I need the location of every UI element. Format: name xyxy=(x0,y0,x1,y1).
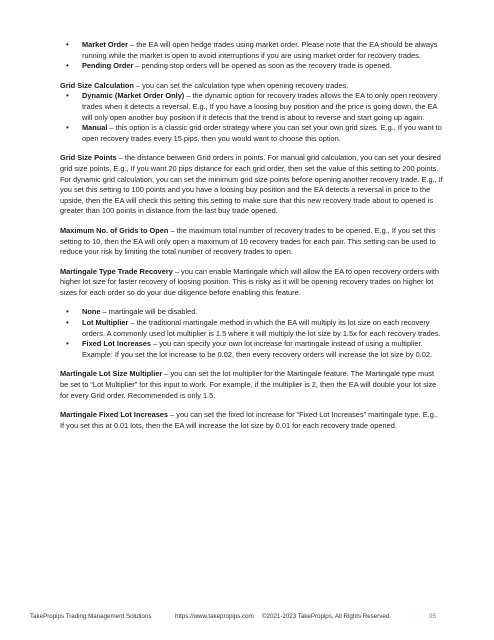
market-order-text: – the EA will open hedge trades using market order. Please note that the EA should be always running while the market is open to avoid interruptions if you are using market order for recovery trades. xyxy=(82,40,438,60)
martingale-fixed-text: – you can set the fixed lot increase for “Fixed Lot Increases” martingale type. E.g., If you set this at 0.01 lots, then the EA will increase the lot size by 0.01 for each recovery trade opened. xyxy=(60,410,438,430)
page-number: 95 xyxy=(429,613,437,620)
pending-order-heading: Pending Order xyxy=(82,61,134,71)
bullet-icon: • xyxy=(66,40,69,49)
bullet-icon: • xyxy=(66,318,69,328)
list-item xyxy=(60,91,444,123)
list-item xyxy=(60,318,444,339)
list-item xyxy=(60,40,444,61)
manual-heading: Manual xyxy=(82,123,108,133)
list-item xyxy=(60,123,444,144)
footer-copyright: ©2021-2023 TakePropips, All Rights Reserved. xyxy=(262,613,391,620)
martingale-type-paragraph xyxy=(60,267,444,299)
max-grids-text: – the maximum total number of recovery trades to be opened. E.g., If you set this setting to 10, then the EA will only open a maximum of 10 recovery trades for each pair. This setting can be used to reduce your risk by limiting the total number of recovery trades to open. xyxy=(60,225,436,257)
martingale-lot-multiplier-heading: Martingale Lot Size Multiplier xyxy=(60,369,163,379)
martingale-lot-multiplier-paragraph xyxy=(60,369,444,401)
fixed-lot-text: – you can specify your own lot increase for martingale instead of using a multiplier. Example: If you set the lot increase to be 0.02, then every recovery orders will increase the lot size by 0.02. xyxy=(82,339,433,359)
bullet-icon: • xyxy=(66,339,69,349)
lot-multiplier-text: – the traditional martingale method in which the EA will multiply its lot size on each recovery orders. A commonly used lot multiplier is 1.5 where it will multiply the lot size by 1.5x for each recovery trades. xyxy=(82,318,441,338)
martingale-type-heading: Martingale Type Trade Recovery xyxy=(60,266,173,276)
grid-size-dynamic-paragraph: For dynamic grid calculation, you can set the minimum grid size points before opening another recovery trade. E.g., If you set this setting to 100 points and you have a loosing buy position and the EA detects a reversal in price to the upside, then the EA will check this setting this setting to make sure that this new recovery trade about to opened is greater than 100 points in distance from the last buy trade opened. xyxy=(60,174,443,216)
bullet-icon: • xyxy=(66,307,69,317)
none-text: – martingale will be disabled. xyxy=(100,307,198,317)
order-type-list xyxy=(60,40,444,72)
list-item xyxy=(60,61,444,72)
grid-size-points-text: – the distance between Grid orders in points. For manual grid calculation, you can set your desired grid size points. E.g., If you want 20 pips distance for each grid order, then set the value of this setting to 200 points. xyxy=(60,153,441,173)
bullet-icon: • xyxy=(66,91,69,101)
list-item xyxy=(60,307,444,318)
grid-calculation-list xyxy=(60,91,444,144)
lot-multiplier-heading: Lot Multiplier xyxy=(82,318,129,328)
martingale-type-list xyxy=(60,307,444,360)
pending-order-text: – pending stop orders will be opened as soon as the recovery trade is opened. xyxy=(133,61,392,71)
market-order-heading: Market Order xyxy=(82,40,129,49)
dynamic-heading: Dynamic (Market Order Only) xyxy=(82,91,185,101)
martingale-type-text: – you can enable Martingale which will allow the EA to open recovery orders with higher lot size for faster recovery of loosing position. This is risky as it will be opening recovery trades on higher lot sizes for each order so do your due diligence before enabling this feature. xyxy=(60,266,440,297)
martingale-fixed-heading: Martingale Fixed Lot Increases xyxy=(60,410,169,420)
grid-size-calculation-text: – you can set the calculation type when opening recovery trades. xyxy=(133,80,349,90)
grid-size-points-paragraph xyxy=(60,153,444,174)
footer-url-link[interactable]: https://www.takepropips.com xyxy=(175,613,254,620)
fixed-lot-heading: Fixed Lot Increases xyxy=(82,339,152,349)
max-grids-paragraph xyxy=(60,226,444,258)
dynamic-text: – the dynamic option for recovery trades allows the EA to only open recovery trades when it detects a reversal. E.g., If you have a loosing buy position and the price is going down, the EA will only open another buy position if it detects that the trend is about to reverse and start going up again. xyxy=(82,91,438,122)
footer-company: TakePropips Trading Management Solutions xyxy=(30,613,152,620)
manual-text: – this option is a classic grid order strategy where you can set your own grid sizes. E.g., If you want to open recovery trades every 15 pips, then you would want to choose this option. xyxy=(82,123,442,143)
bullet-icon: • xyxy=(66,123,69,133)
list-item xyxy=(60,339,444,360)
grid-size-calculation-paragraph xyxy=(60,81,444,92)
martingale-lot-multiplier-text: – you can set the lot multiplier for the Martingale feature. The Martingale type must be set to “Lot Multiplier” for this input to work. For example, if the multiplier is 2, then the EA will double your lot size for every Grid order. Recommended is only 1.5. xyxy=(60,369,437,400)
max-grids-heading: Maximum No. of Grids to Open xyxy=(60,225,169,235)
grid-size-points-heading: Grid Size Points xyxy=(60,153,117,163)
page-content xyxy=(60,40,444,440)
martingale-fixed-paragraph xyxy=(60,410,444,431)
none-heading: None xyxy=(82,307,101,317)
grid-size-calculation-heading: Grid Size Calculation xyxy=(60,80,134,90)
bullet-icon: • xyxy=(66,61,69,71)
